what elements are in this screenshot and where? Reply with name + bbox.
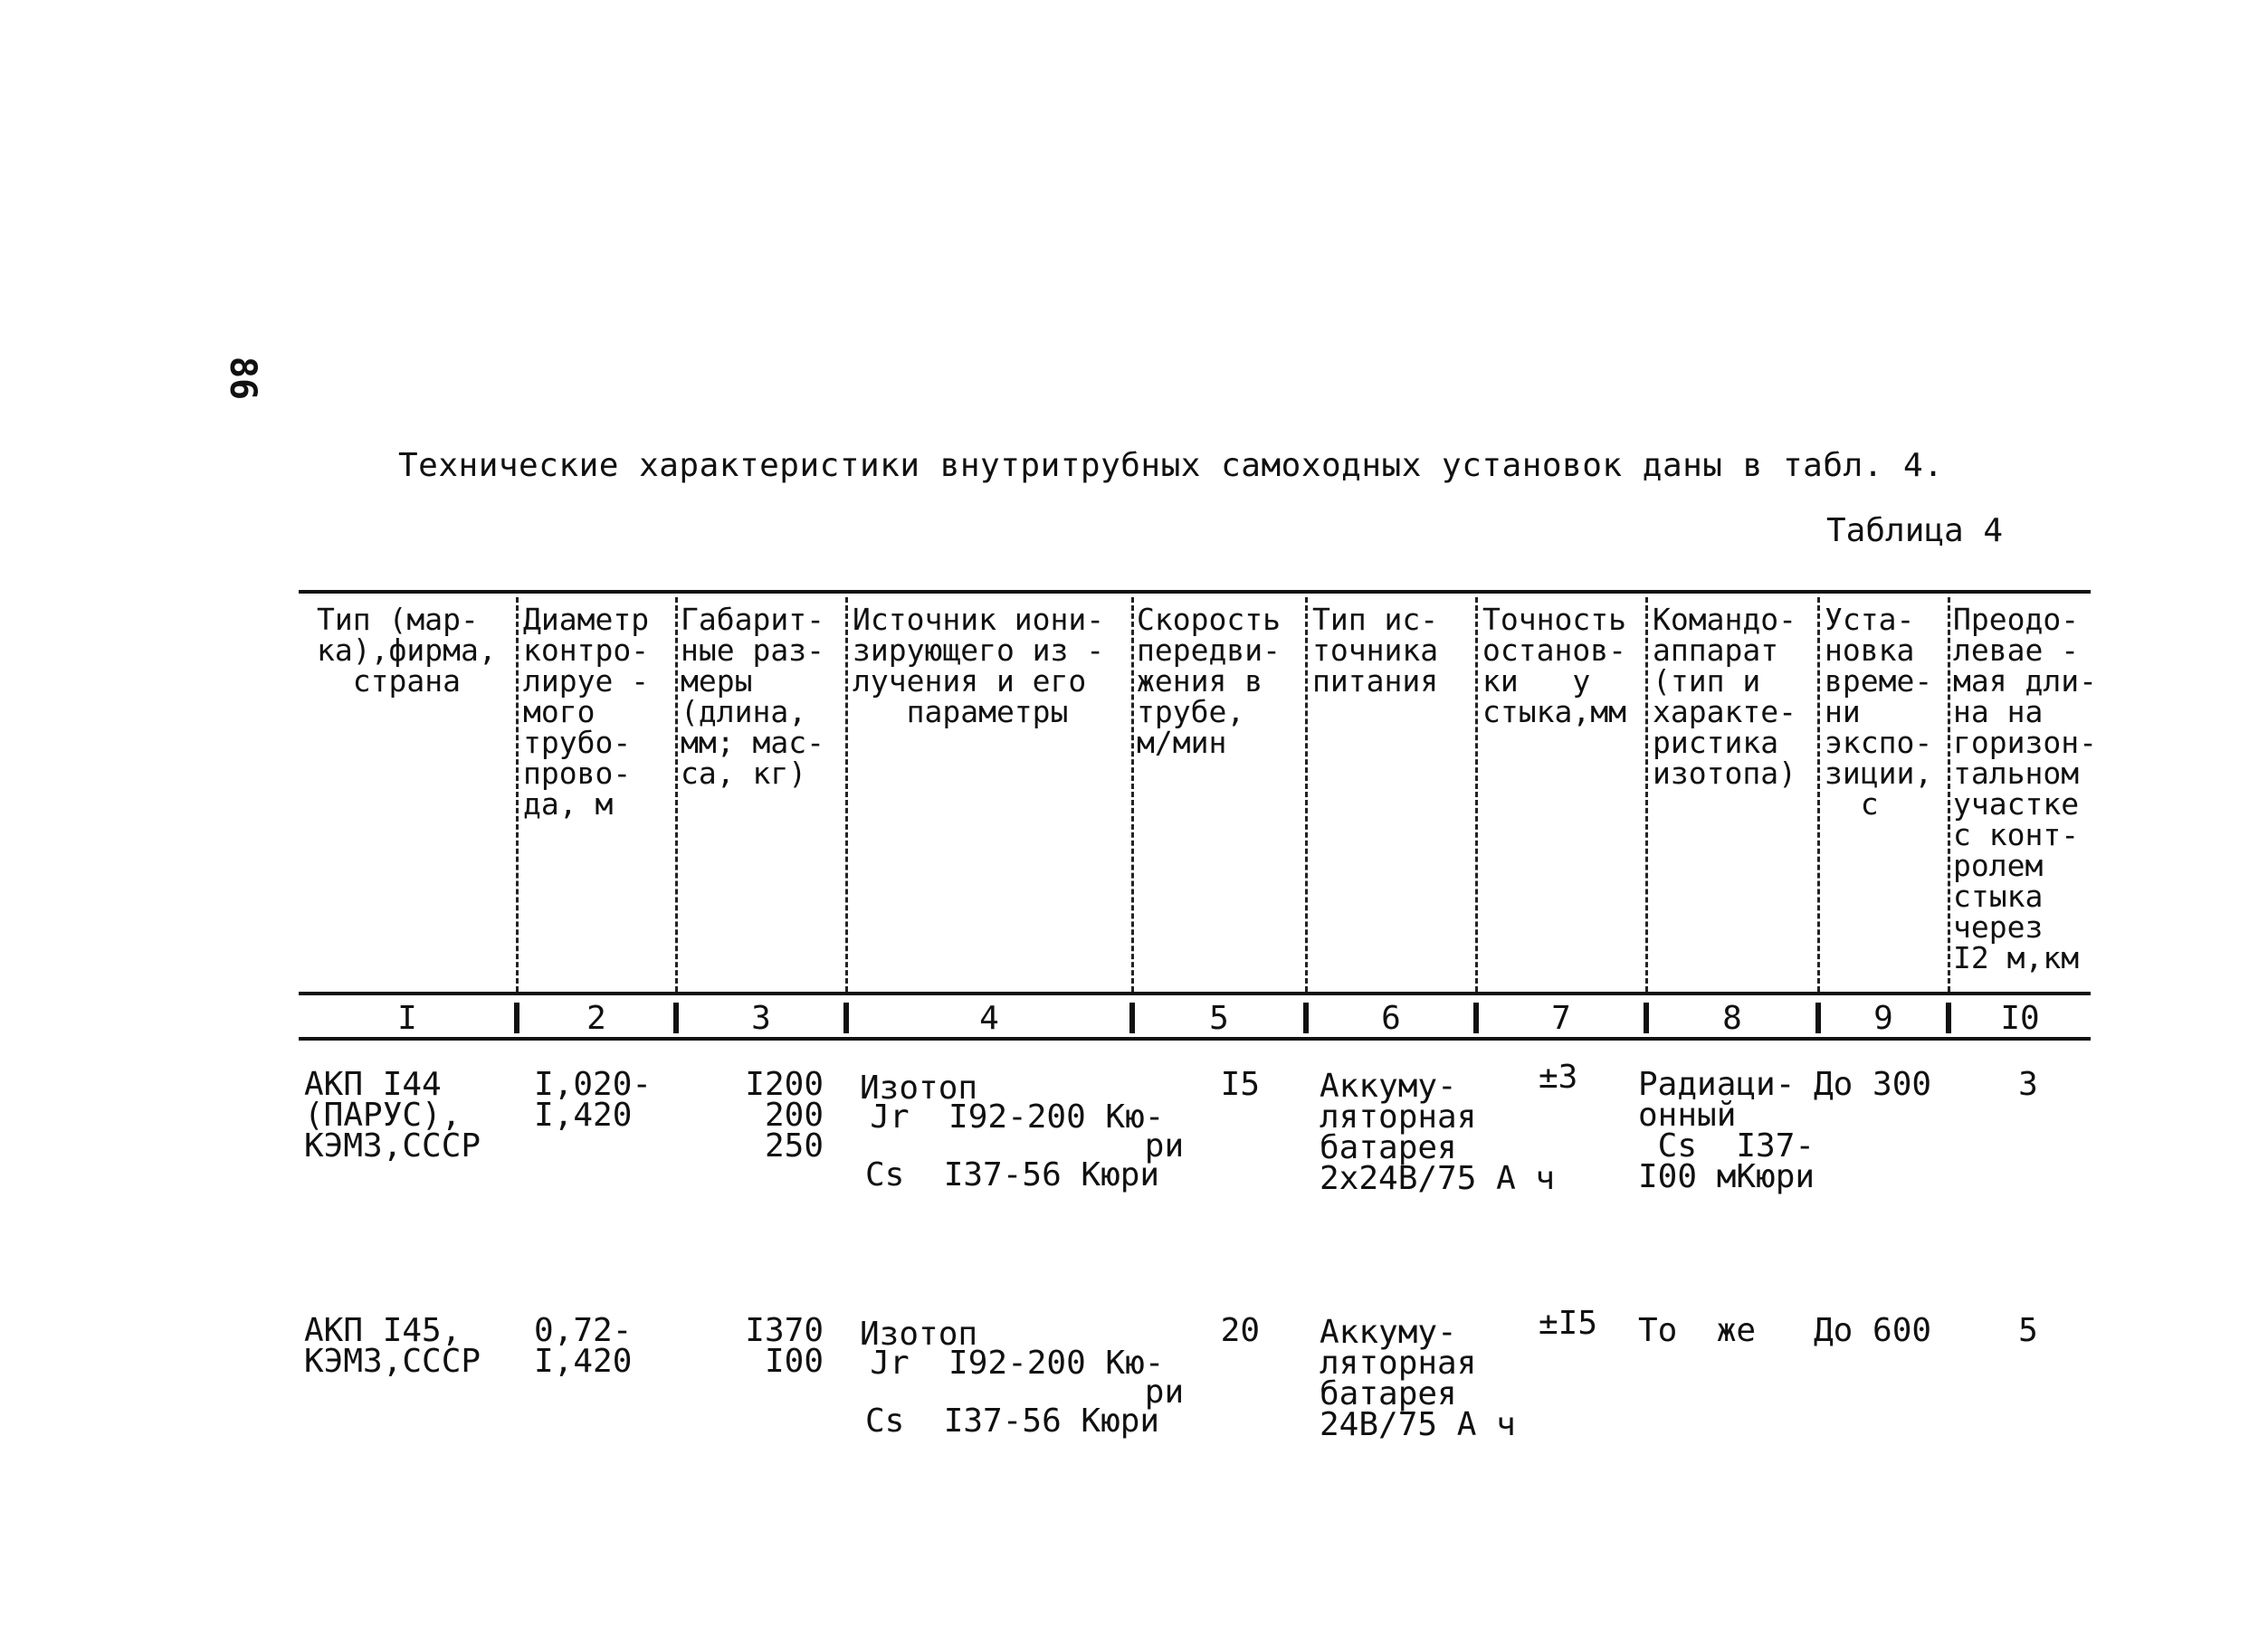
row1-exposure-time: До 300 [1814, 1066, 1932, 1103]
header-speed: Скорость передви- жения в трубе, м/мин [1137, 602, 1281, 760]
row2-source-line2: Jr I92-200 Кю- [831, 1345, 1165, 1382]
row1-source-line2: Jr I92-200 Кю- [831, 1098, 1165, 1136]
column-number: 4 [979, 1000, 999, 1037]
column-separator [1131, 597, 1134, 992]
column-number: 7 [1551, 1000, 1571, 1037]
header-exposure-time: Уста- новка време- ни экспо- зиции, с [1825, 602, 1933, 822]
row1-command-unit: Радиаци- онный Cs I37- I00 мКюри [1638, 1066, 1815, 1195]
row2-source-line4: Cs I37-56 Кюри [865, 1403, 1160, 1440]
column-number: 8 [1722, 1000, 1742, 1037]
numbers-bottom-rule [299, 1037, 2091, 1041]
header-stop-accuracy: Точность останов- ки у стыка,мм [1482, 602, 1626, 729]
column-number-separator [1946, 1003, 1951, 1033]
column-number-separator [514, 1003, 519, 1033]
column-number-separator [843, 1003, 849, 1033]
column-separator [516, 597, 519, 992]
row1-stop-accuracy: ±3 [1539, 1059, 1578, 1096]
column-separator [1305, 597, 1308, 992]
row2-stop-accuracy: ±I5 [1539, 1305, 1598, 1342]
header-length: Преодо- левае - мая дли- на на горизон- тальном участке с конт- ролем стыка через I2 м,км [1953, 602, 2097, 975]
header-command-unit: Командо- аппарат (тип и характе- ристика изотопа) [1653, 602, 1796, 791]
column-number: 2 [586, 1000, 606, 1037]
page-number: 86 [222, 356, 263, 401]
row2-speed: 20 [1220, 1312, 1260, 1349]
row2-exposure-time: До 600 [1814, 1312, 1932, 1349]
row1-dimensions: I200 200 250 [745, 1066, 824, 1165]
column-number-separator [673, 1003, 679, 1033]
row1-source-line4: Cs I37-56 Кюри [865, 1156, 1160, 1193]
column-number: I0 [2000, 1000, 2040, 1037]
row1-source-line3: ри [831, 1127, 1185, 1165]
row2-source-line3: ри [831, 1374, 1185, 1411]
row2-length: 5 [2018, 1312, 2038, 1349]
row1-power-source: Аккуму- ляторная батарея 2х24В/75 А ч [1320, 1068, 1556, 1197]
row2-power-source: Аккуму- ляторная батарея 24В/75 А ч [1320, 1314, 1516, 1443]
row1-length: 3 [2018, 1066, 2038, 1103]
row1-diameter: I,020- I,420 [534, 1066, 653, 1134]
intro-text: Технические характеристики внутритрубных самоходных установок даны в табл. 4. [398, 447, 1944, 484]
row2-dimensions: I370 I00 [745, 1312, 824, 1380]
column-number: 6 [1381, 1000, 1401, 1037]
column-number-separator [1129, 1003, 1135, 1033]
column-separator [1948, 597, 1950, 992]
header-diameter: Диаметр контро- лируе - мого трубо- прово- да, м [523, 602, 650, 822]
row2-type: АКП I45, КЭМЗ,СССР [304, 1312, 481, 1380]
column-separator [1817, 597, 1820, 992]
row1-speed: I5 [1220, 1066, 1260, 1103]
row1-source-line1: Изотоп [860, 1070, 978, 1107]
row2-diameter: 0,72- I,420 [534, 1312, 633, 1380]
row2-source-line1: Изотоп [860, 1316, 978, 1353]
column-number-separator [1815, 1003, 1821, 1033]
column-separator [1645, 597, 1648, 992]
column-number: I [397, 1000, 417, 1037]
column-number: 9 [1873, 1000, 1893, 1037]
row2-command-unit: То же [1638, 1312, 1757, 1349]
column-number-separator [1303, 1003, 1309, 1033]
column-separator [1475, 597, 1478, 992]
header-bottom-rule [299, 992, 2091, 995]
column-number-separator [1644, 1003, 1649, 1033]
column-separator [845, 597, 848, 992]
column-separator [675, 597, 678, 992]
table-caption: Таблица 4 [1826, 512, 2004, 549]
table-top-rule [299, 590, 2091, 594]
header-power-source: Тип ис- точника питания [1312, 602, 1439, 699]
header-radiation-source: Источник иони- зирующего из - лучения и его параметры [853, 602, 1105, 729]
row1-type: АКП I44 (ПАРУС), КЭМЗ,СССР [304, 1066, 481, 1165]
column-number-separator [1473, 1003, 1479, 1033]
header-dimensions: Габарит- ные раз- меры (длина, мм; мас- са, кг) [681, 602, 824, 791]
header-type: Тип (мар- ка),фирма, страна [317, 602, 497, 699]
column-number: 3 [751, 1000, 771, 1037]
column-number: 5 [1209, 1000, 1229, 1037]
